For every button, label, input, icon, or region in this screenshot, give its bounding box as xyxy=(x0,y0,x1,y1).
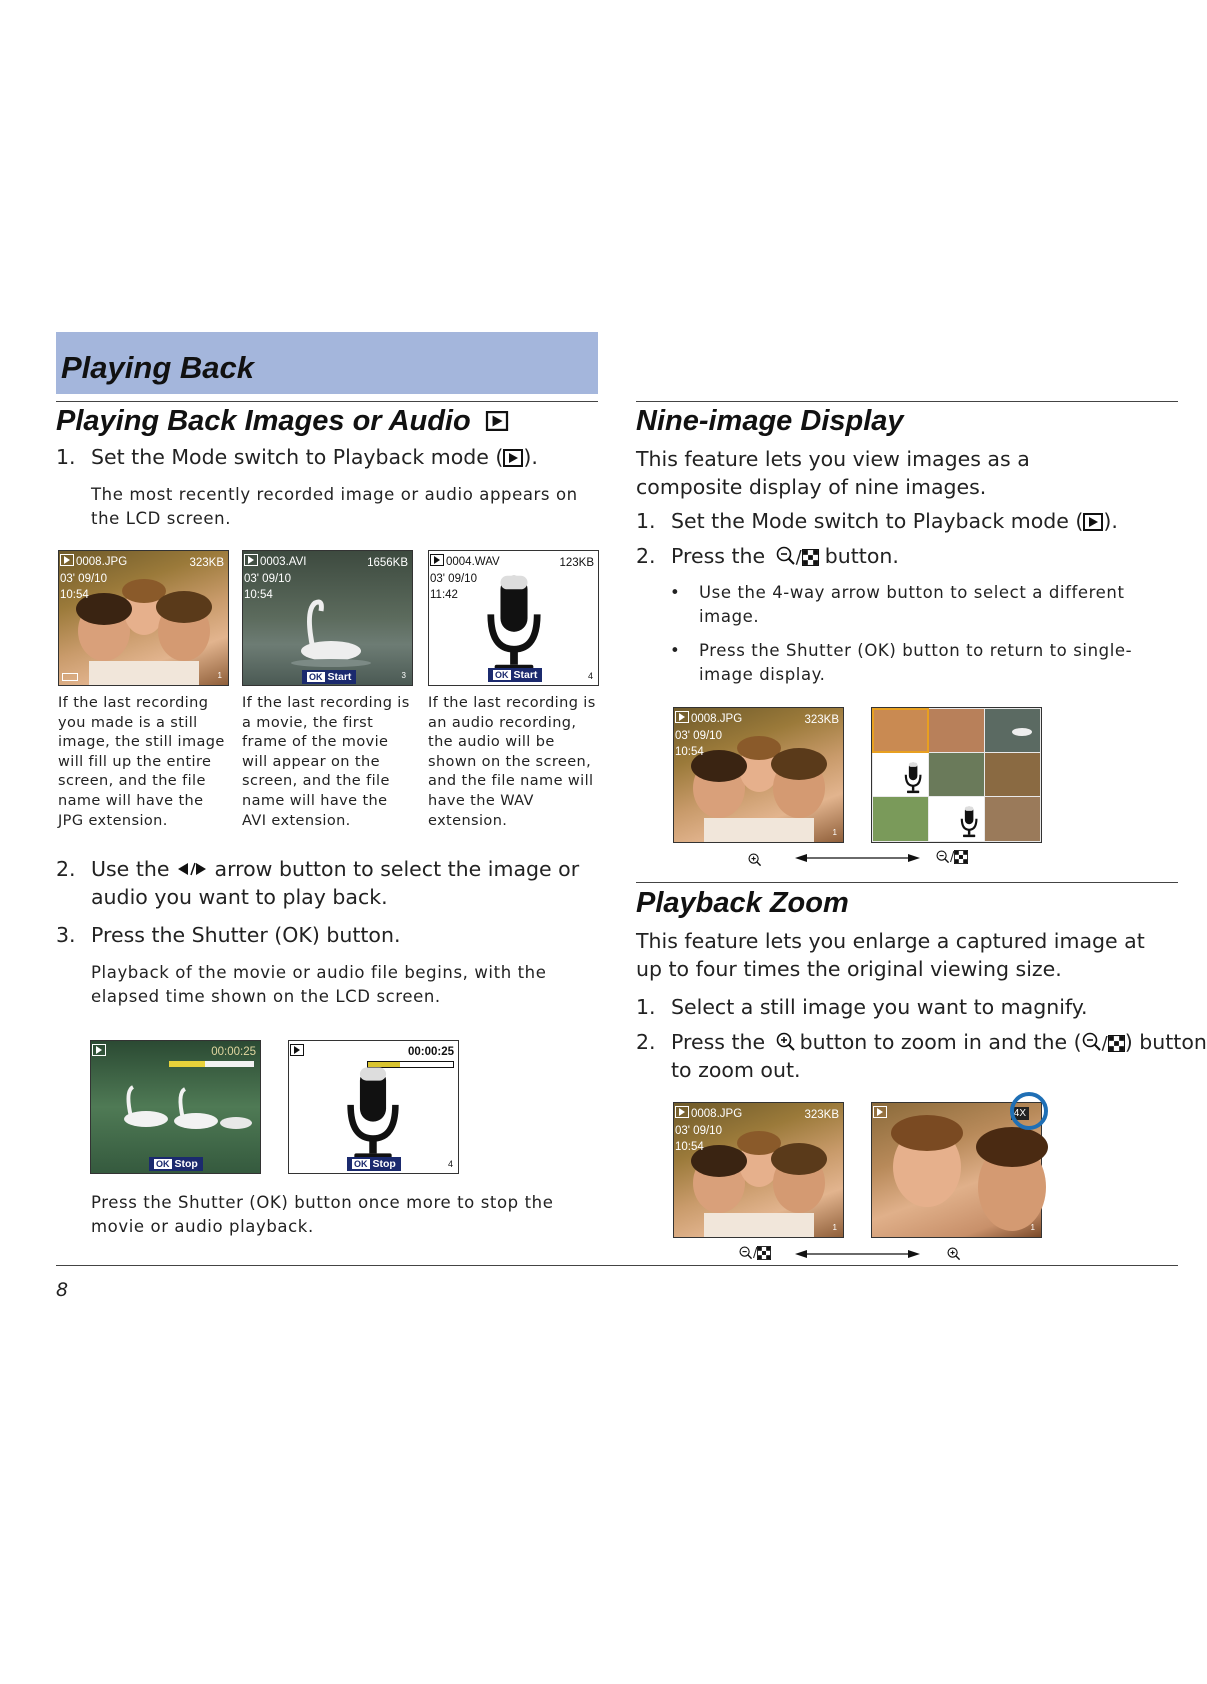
caption-still: If the last recording you made is a still image, the still image will fill up the entire screen, and the file name will have the JPG extension. xyxy=(58,695,225,829)
double-arrow xyxy=(795,1248,920,1260)
zoom-step-2: 2. Press the button to zoom in and the ( / ) button to zoom out. xyxy=(636,1030,1207,1082)
microphone-icon xyxy=(345,1065,401,1169)
page-number: 8 xyxy=(56,1279,69,1301)
play-badge-icon xyxy=(60,554,74,566)
zoom-intro: This feature lets you enlarge a captured image at up to four times the original viewing size. xyxy=(636,929,1145,981)
divider xyxy=(56,401,598,402)
lcd-audio-playing: 00:00:25 OK Stop 4 xyxy=(288,1040,459,1174)
zoom-in-icon xyxy=(776,1032,796,1052)
play-badge-icon xyxy=(92,1044,106,1056)
double-arrow xyxy=(795,852,920,864)
bullet-dot: • xyxy=(670,641,681,660)
lcd-single-image: 0008.JPG 323KB 03' 09/10 10:54 1 xyxy=(673,707,844,843)
lcd-movie-playing xyxy=(90,1040,261,1174)
lcd-movie: 0003.AVI 1656KB 03' 09/10 10:54 OK Start 3 xyxy=(242,550,413,686)
thumbnail-grid-icon xyxy=(1108,1035,1125,1052)
playback-icon xyxy=(485,411,509,431)
zoom-out-icon xyxy=(1082,1032,1102,1052)
ok-stop-bar: OK Stop xyxy=(347,1157,401,1171)
lcd-still-image: 0008.JPG 323KB 03' 09/10 10:54 1 xyxy=(58,550,229,686)
caption-audio: If the last recording is an audio recording, the audio will be shown on the screen, and the file name will have the WAV extension. xyxy=(428,695,596,829)
play-badge-icon xyxy=(244,554,258,566)
lcd-zoomed-view: 1 4X xyxy=(871,1102,1042,1238)
bullet-2: Press the Shutter (OK) button to return to single-image display. xyxy=(699,641,1133,684)
zoom-level-badge: 4X xyxy=(1011,1107,1029,1120)
ok-stop-bar: OK Stop xyxy=(149,1157,203,1171)
divider xyxy=(636,401,1178,402)
ok-start-bar: OK Start xyxy=(488,668,542,682)
stop-note: Press the Shutter (OK) button once more to stop the movie or audio playback. xyxy=(91,1193,554,1236)
footer-divider xyxy=(56,1265,1178,1266)
divider xyxy=(636,882,1178,883)
step-2: 2. Use the arrow button to select the image or audio you want to play back. xyxy=(56,857,580,909)
lcd-normal-view: 0008.JPG 323KB 03' 09/10 10:54 1 xyxy=(673,1102,844,1238)
left-heading: Playing Back Images or Audio xyxy=(56,405,509,438)
playback-icon xyxy=(1083,513,1103,531)
thumbnail-grid xyxy=(872,708,1041,842)
play-badge-icon xyxy=(675,711,689,723)
section-title: Playing Back xyxy=(61,350,254,385)
step-3-note: Playback of the movie or audio file begins, with the elapsed time shown on the LCD screen. xyxy=(91,963,547,1006)
zoom-heading: Playback Zoom xyxy=(636,887,849,919)
zoom-highlight-ring xyxy=(1010,1092,1048,1130)
battery-icon xyxy=(62,673,78,681)
lcd-audio: 0004.WAV 123KB 03' 09/10 11:42 OK Start 4 xyxy=(428,550,599,686)
left-right-arrow-icon xyxy=(176,861,208,877)
elapsed-time: 00:00:25 xyxy=(407,1046,454,1058)
zoom-in-icon xyxy=(947,1246,961,1265)
playback-icon xyxy=(503,449,523,467)
section-banner xyxy=(56,332,598,394)
nine-intro: This feature lets you view images as a composite display of nine images. xyxy=(636,447,1030,499)
ok-start-bar: OK Start xyxy=(302,670,356,684)
zoom-out-icon xyxy=(776,546,796,566)
play-badge-icon xyxy=(675,1106,689,1118)
thumbnail-grid-icon xyxy=(802,549,819,566)
play-badge-icon xyxy=(290,1044,304,1056)
step-1-note: The most recently recorded image or audio appears on the LCD screen. xyxy=(91,485,578,528)
zoom-out-thumbnail-icon: / xyxy=(936,849,968,868)
microphone-icon xyxy=(485,573,543,681)
play-badge-icon xyxy=(430,554,444,566)
elapsed-time: 00:00:25 xyxy=(211,1046,256,1058)
nine-heading: Nine-image Display xyxy=(636,405,904,437)
zoom-in-icon xyxy=(748,852,762,871)
caption-movie: If the last recording is a movie, the first frame of the movie will appear on the screen, and the file name will have the AVI extension. xyxy=(242,695,410,829)
bullet-dot: • xyxy=(670,583,681,602)
progress-bar xyxy=(169,1061,254,1067)
zoom-out-thumbnail-icon: / xyxy=(739,1245,771,1264)
play-badge-icon xyxy=(873,1106,887,1118)
bullet-1: Use the 4-way arrow button to select a different image. xyxy=(699,583,1125,626)
lcd-nine-grid xyxy=(871,707,1042,843)
